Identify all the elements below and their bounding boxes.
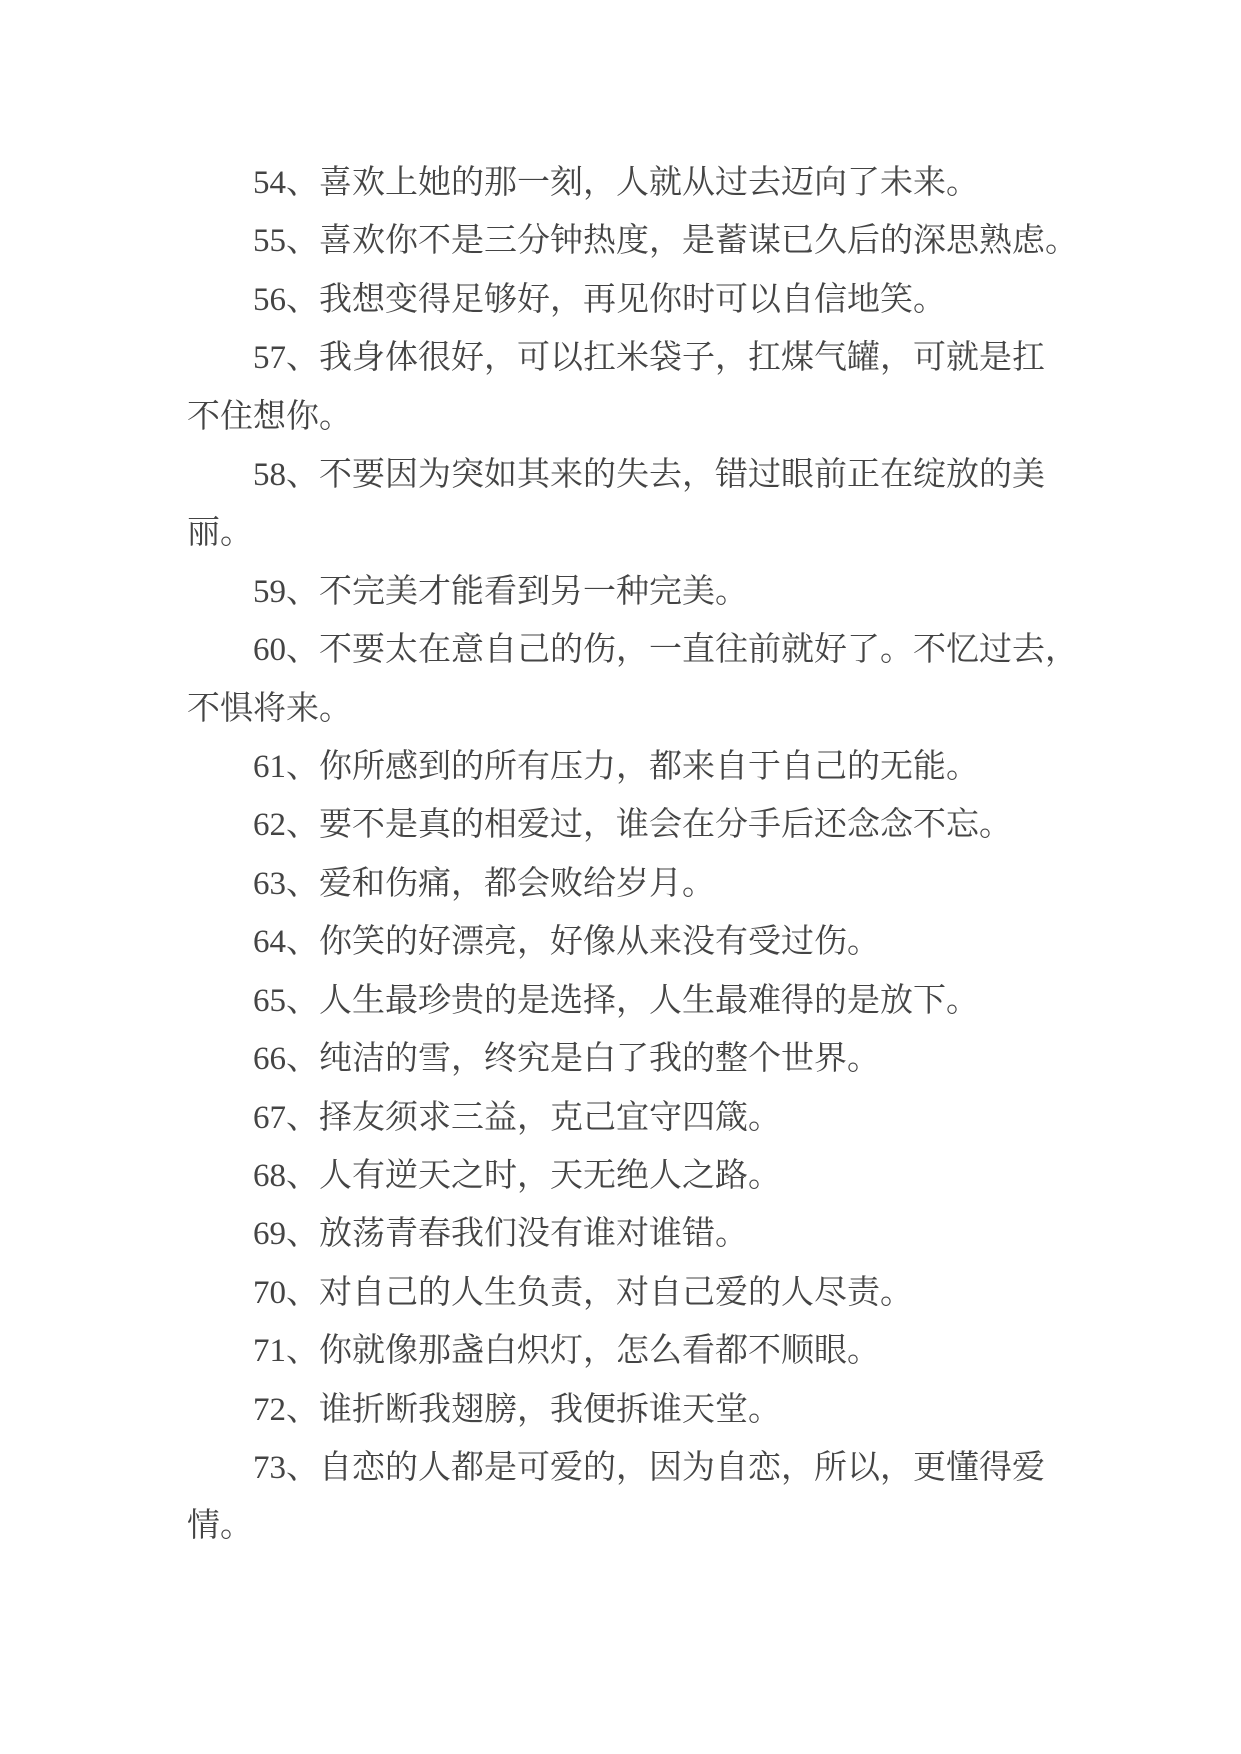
quote-item	[187, 1381, 1167, 1439]
quote-line-first: 57、我身体很好，可以扛米袋子，扛煤气罐，可就是扛	[253, 340, 1045, 377]
quote-list	[187, 154, 1167, 1556]
quote-line-first: 61、你所感到的所有压力，都来自于自己的无能。	[253, 749, 979, 786]
quote-item	[187, 855, 1167, 913]
quote-item	[187, 154, 1167, 212]
quote-line-first: 63、爱和伤痛，都会败给岁月。	[253, 865, 715, 902]
quote-item	[187, 1147, 1167, 1205]
quote-item	[187, 972, 1167, 1030]
quote-item	[187, 738, 1167, 796]
quote-line-first: 67、择友须求三益，克己宜守四箴。	[253, 1099, 781, 1136]
quote-line-first: 64、你笑的好漂亮，好像从来没有受过伤。	[253, 924, 880, 961]
quote-line-first: 60、不要太在意自己的伤，一直往前就好了。不忆过去，	[253, 632, 1078, 669]
quote-line-first: 71、你就像那盏白炽灯，怎么看都不顺眼。	[253, 1333, 880, 1370]
quote-line-first: 65、人生最珍贵的是选择，人生最难得的是放下。	[253, 982, 979, 1019]
quote-line-first: 62、要不是真的相爱过，谁会在分手后还念念不忘。	[253, 807, 1012, 844]
quote-item	[187, 271, 1167, 329]
quote-item	[187, 212, 1167, 270]
quote-line-first: 59、不完美才能看到另一种完美。	[253, 573, 748, 610]
quote-line-wrap: 不住想你。	[187, 398, 352, 435]
quote-line-first: 70、对自己的人生负责，对自己爱的人尽责。	[253, 1274, 913, 1311]
quote-item	[187, 1205, 1167, 1263]
quote-line-first: 66、纯洁的雪，终究是白了我的整个世界。	[253, 1041, 880, 1078]
quote-line-first: 55、喜欢你不是三分钟热度，是蓄谋已久后的深思熟虑。	[253, 223, 1078, 260]
quote-line-wrap: 丽。	[187, 515, 253, 552]
quote-item	[187, 913, 1167, 971]
quote-item	[187, 1030, 1167, 1088]
quote-line-first: 54、喜欢上她的那一刻，人就从过去迈向了未来。	[253, 165, 979, 201]
quote-item	[187, 1264, 1167, 1322]
quote-item	[187, 446, 1167, 563]
quote-item	[187, 1439, 1167, 1556]
quote-line-first: 72、谁折断我翅膀，我便拆谁天堂。	[253, 1391, 781, 1428]
quote-line-first: 68、人有逆天之时，天无绝人之路。	[253, 1157, 781, 1194]
quote-line-wrap: 不惧将来。	[187, 690, 352, 727]
quote-item	[187, 621, 1167, 738]
quote-item	[187, 329, 1167, 446]
quote-line-first: 56、我想变得足够好，再见你时可以自信地笑。	[253, 281, 946, 318]
quote-line-first: 73、自恋的人都是可爱的，因为自恋，所以，更懂得爱	[253, 1449, 1045, 1486]
quote-line-first: 69、放荡青春我们没有谁对谁错。	[253, 1216, 748, 1253]
quote-item	[187, 1089, 1167, 1147]
quote-line-first: 58、不要因为突如其来的失去，错过眼前正在绽放的美	[253, 457, 1045, 494]
quote-item	[187, 563, 1167, 621]
quote-item	[187, 796, 1167, 854]
quote-item	[187, 1322, 1167, 1380]
quote-line-wrap: 情。	[187, 1508, 253, 1545]
